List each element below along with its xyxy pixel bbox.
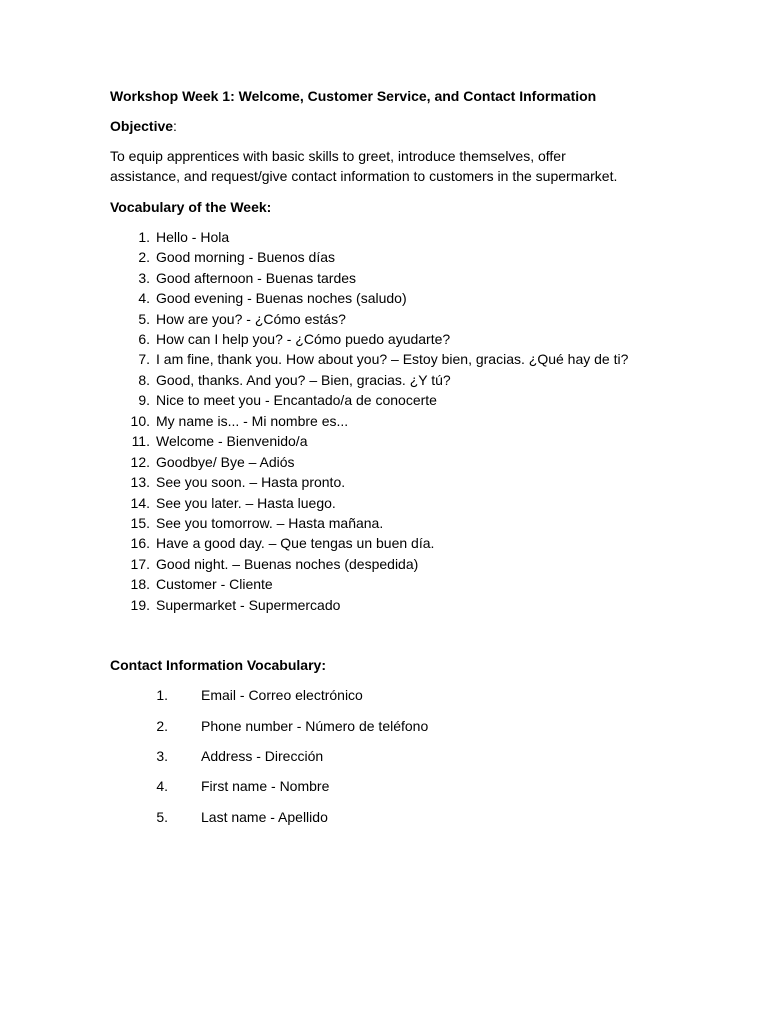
document-content	[110, 86, 710, 837]
list-item-number: 9.	[138, 392, 150, 409]
list-item-text: Email - Correo electrónico	[201, 687, 363, 704]
list-item	[110, 533, 710, 553]
list-item-number: 8.	[138, 371, 150, 388]
list-item-text: Address - Dirección	[201, 747, 324, 764]
list-item-number: 1.	[138, 228, 150, 245]
list-item	[110, 493, 710, 513]
list-item	[110, 349, 710, 369]
list-item-text: First name - Nombre	[201, 778, 330, 795]
list-item-number: 4.	[156, 778, 168, 795]
list-item-text: Customer - Cliente	[156, 576, 273, 593]
list-item-number: 11.	[131, 433, 150, 450]
list-item-text: Supermarket - Supermercado	[156, 596, 341, 613]
list-item	[110, 329, 710, 349]
list-item	[110, 370, 710, 390]
list-item-text: Phone number - Número de teléfono	[201, 717, 429, 734]
objective-colon: :	[173, 118, 177, 134]
list-item-number: 16.	[130, 535, 150, 552]
list-item	[110, 452, 710, 472]
list-item-number: 19.	[130, 596, 150, 613]
list-item-text: Good night. – Buenas noches (despedida)	[156, 555, 419, 572]
vocabulary-list	[110, 227, 710, 615]
list-item-number: 17.	[130, 555, 150, 572]
list-item	[110, 472, 710, 492]
list-item	[110, 247, 710, 267]
list-item-text: Good morning - Buenos días	[156, 249, 335, 266]
list-item-number: 3.	[138, 269, 150, 286]
list-item-text: How can I help you? - ¿Cómo puedo ayudarte?	[156, 331, 451, 347]
list-item	[110, 574, 710, 594]
list-item	[110, 288, 710, 308]
list-item-text: I am fine, thank you. How about you? – Estoy bien, gracias. ¿Qué hay de ti?	[156, 351, 629, 368]
document-title: Workshop Week 1: Welcome, Customer Service, and Contact Information	[110, 88, 597, 104]
list-item	[110, 309, 710, 329]
contact-vocabulary-list	[110, 685, 710, 837]
vocabulary-heading: Vocabulary of the Week:	[110, 198, 272, 215]
list-item	[110, 554, 710, 574]
list-item	[110, 746, 710, 776]
list-item-number: 13.	[130, 474, 150, 491]
list-item-number: 14.	[130, 494, 150, 511]
list-item-text: My name is... - Mi nombre es...	[156, 412, 349, 429]
objective-heading	[110, 116, 710, 136]
list-item-text: Welcome - Bienvenido/a	[156, 433, 308, 450]
list-item	[110, 411, 710, 431]
list-item-text: Goodbye/ Bye – Adiós	[156, 453, 295, 470]
list-item	[110, 595, 710, 615]
list-item-text: Good afternoon - Buenas tardes	[156, 269, 357, 286]
list-item-text: Hello - Hola	[156, 228, 230, 245]
list-item-text: See you tomorrow. – Hasta mañana.	[156, 514, 384, 531]
list-item	[110, 227, 710, 247]
list-item-number: 7.	[138, 351, 150, 368]
list-item-text: Good, thanks. And you? – Bien, gracias. ¿Y tú?	[156, 371, 451, 388]
list-item	[110, 431, 710, 451]
list-item-number: 2.	[138, 249, 150, 266]
list-item-number: 2.	[156, 717, 168, 734]
list-item	[110, 390, 710, 410]
list-item-number: 10.	[130, 412, 150, 429]
list-item	[110, 776, 710, 806]
list-item-number: 4.	[138, 290, 150, 307]
list-item-text: Last name - Apellido	[201, 808, 328, 825]
list-item-number: 5.	[156, 808, 168, 825]
list-item-text: Good evening - Buenas noches (saludo)	[156, 290, 407, 307]
list-item-number: 15.	[130, 514, 150, 531]
objective-text: To equip apprentices with basic skills to greet, introduce themselves, offer assistance, and request/give contact information to customers in the supermarket.	[110, 148, 618, 185]
list-item	[110, 268, 710, 288]
list-item-number: 12.	[130, 453, 150, 470]
list-item	[110, 685, 710, 715]
list-item-text: How are you? - ¿Cómo estás?	[156, 310, 346, 327]
list-item-number: 3.	[156, 747, 168, 764]
list-item-number: 6.	[138, 331, 150, 347]
objective-label: Objective	[110, 118, 174, 134]
list-item-text: Have a good day. – Que tengas un buen día.	[156, 535, 435, 552]
list-item-text: Nice to meet you - Encantado/a de conocerte	[156, 392, 437, 409]
list-item-number: 5.	[138, 310, 150, 327]
list-item	[110, 716, 710, 746]
contact-vocabulary-heading: Contact Information Vocabulary:	[110, 657, 326, 674]
list-item-text: See you soon. – Hasta pronto.	[156, 474, 346, 491]
list-item	[110, 807, 710, 837]
list-item-number: 18.	[130, 576, 150, 593]
list-item-number: 1.	[156, 687, 168, 704]
list-item-text: See you later. – Hasta luego.	[156, 494, 336, 511]
list-item	[110, 513, 710, 533]
